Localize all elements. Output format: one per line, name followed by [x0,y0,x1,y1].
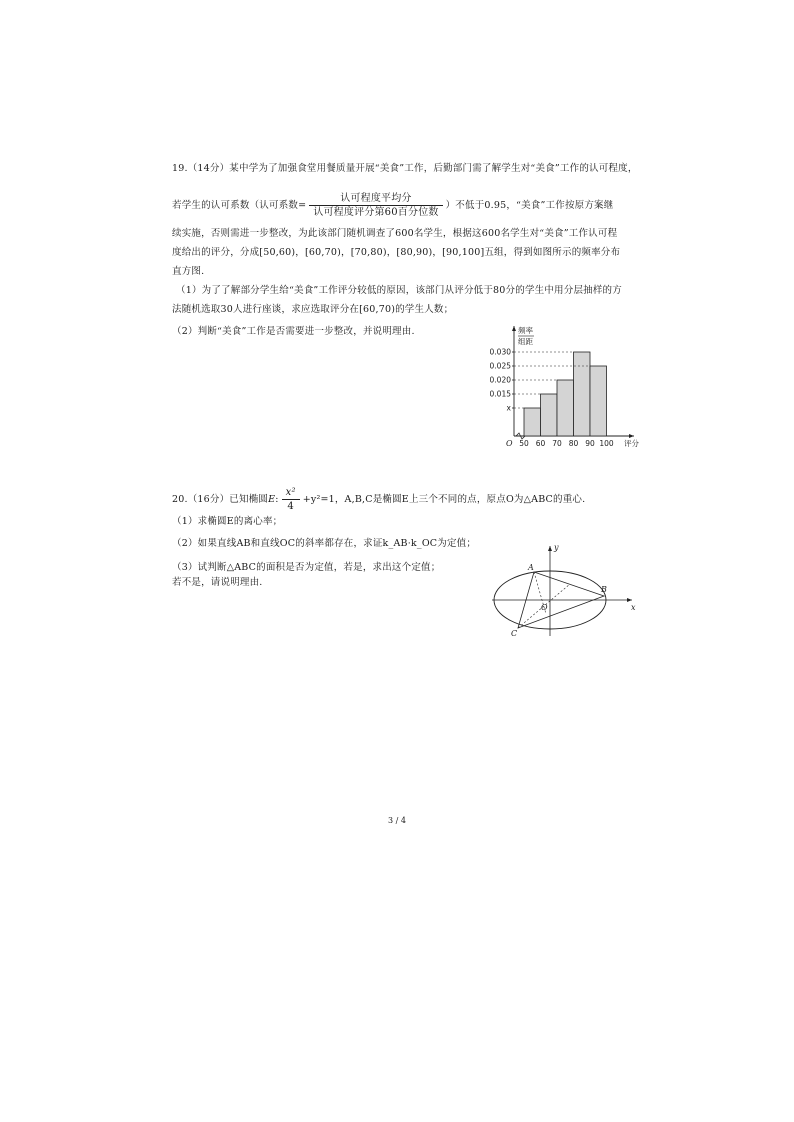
q19-line-4: 度给出的评分，分成[50,60)，[60,70)，[70,80)，[80,90)，[90,100]五组，得到如图所示的频率分布 [172,247,621,258]
hist-ytick-label-1: 0.025 [489,361,511,371]
point-b-label: B [601,585,607,594]
hist-xtick-label-90: 90 [585,439,595,448]
q19-part-2: （2）判断“美食”工作是否需要进一步整改，并说明理由. [172,326,415,337]
q20-part-3b: 若不是，请说明理由. [172,577,263,588]
y-axis-arrow [548,546,552,551]
q19-line-2 [172,192,613,219]
ellipse-fraction-num: x² [282,486,300,500]
hist-ytick-label-4: x [506,403,511,413]
hist-bar-90-100 [590,366,607,436]
origin-o-label: O [541,603,548,612]
hist-bar-80-90 [574,352,591,436]
y-axis-label: y [554,543,559,552]
hist-bar-70-80 [557,380,574,436]
hist-xlabel: 评分 [624,439,639,448]
q19-line-2-pre: 若学生的认可系数（认可系数= [172,200,307,211]
hist-xtick-label-70: 70 [552,439,562,448]
q20-part-3a: （3）试判断△ABC的面积是否为定值，若是，求出这个定值； [172,562,441,573]
q19-line-3: 续实施，否则需进一步整改，为此该部门随机调查了600名学生，根据这600名学生对“美食”工作认可程 [172,228,618,239]
hist-xtick-label-50: 50 [519,439,529,448]
hist-origin-label: O [506,439,513,448]
q19-part-1b: 法随机选取30人进行座谈，求应选取评分在[60,70)的学生人数； [172,304,454,315]
hist-bar-60-70 [541,394,558,436]
q19-line-5: 直方图. [172,266,205,277]
hist-ytick-label-3: 0.015 [489,389,511,399]
q19-part-1a: （1）为了了解部分学生给“美食”工作评分较低的原因，该部门从评分低于80分的学生中用分层抽样的方 [176,285,622,296]
q19-line-1: 19.（14分）某中学为了加强食堂用餐质量开展“美食”工作，后勤部门需了解学生对“美食”工作的认可程度， [172,163,638,174]
hist-xtick-label-100: 100 [599,439,614,448]
fraction-denominator: 认可程度评分第60百分位数 [313,207,439,218]
point-a-label: A [528,563,534,572]
hist-ytick-label-2: 0.020 [489,375,511,385]
hist-xtick-label-80: 80 [568,439,579,448]
q19-line-2-post: ）不低于0.95，“美食”工作按原方案继 [445,200,614,211]
hist-ylabel-bottom: 组距 [518,337,533,346]
hist-y-axis-arrow [512,326,516,331]
q20-line-1-pre: 20.（16分）已知椭圆 [172,494,269,505]
hist-ylabel-top: 频率 [518,326,533,335]
hist-x-axis-arrow [629,434,634,438]
frequency-histogram [484,320,654,450]
hist-ytick-label-0: 0.030 [489,347,511,357]
ellipse-name: E [268,494,276,505]
ellipse-fraction-den: 4 [287,501,294,512]
recognition-fraction [309,192,442,219]
ellipse-fraction [282,486,300,513]
q20-line-1: 20.（16分）已知椭圆E: $\frac{\text{x²}}{4}$ +y²=1，A,B,C是椭圆E上三个不同的点，原点O为△ABC的重心. [172,487,586,512]
q20-line-1-rest: +y²=1，A,B,C是椭圆E上三个不同的点，原点O为△ABC的重心. [302,494,586,505]
q20-part-2: （2）如果直线AB和直线OC的斜率都存在，求证k_AB·k_OC为定值； [172,538,477,549]
hist-xtick-label-60: 60 [535,439,546,448]
point-c-label: C [511,629,518,638]
x-axis-label: x [631,603,636,612]
page-number: 3 / 4 [388,816,406,825]
x-axis-arrow [627,598,632,602]
ellipse-figure [488,540,638,640]
fraction-numerator: 认可程度平均分 [309,192,442,206]
q20-part-1: （1）求椭圆E的离心率； [172,516,283,527]
hist-bar-50-60 [524,408,541,436]
